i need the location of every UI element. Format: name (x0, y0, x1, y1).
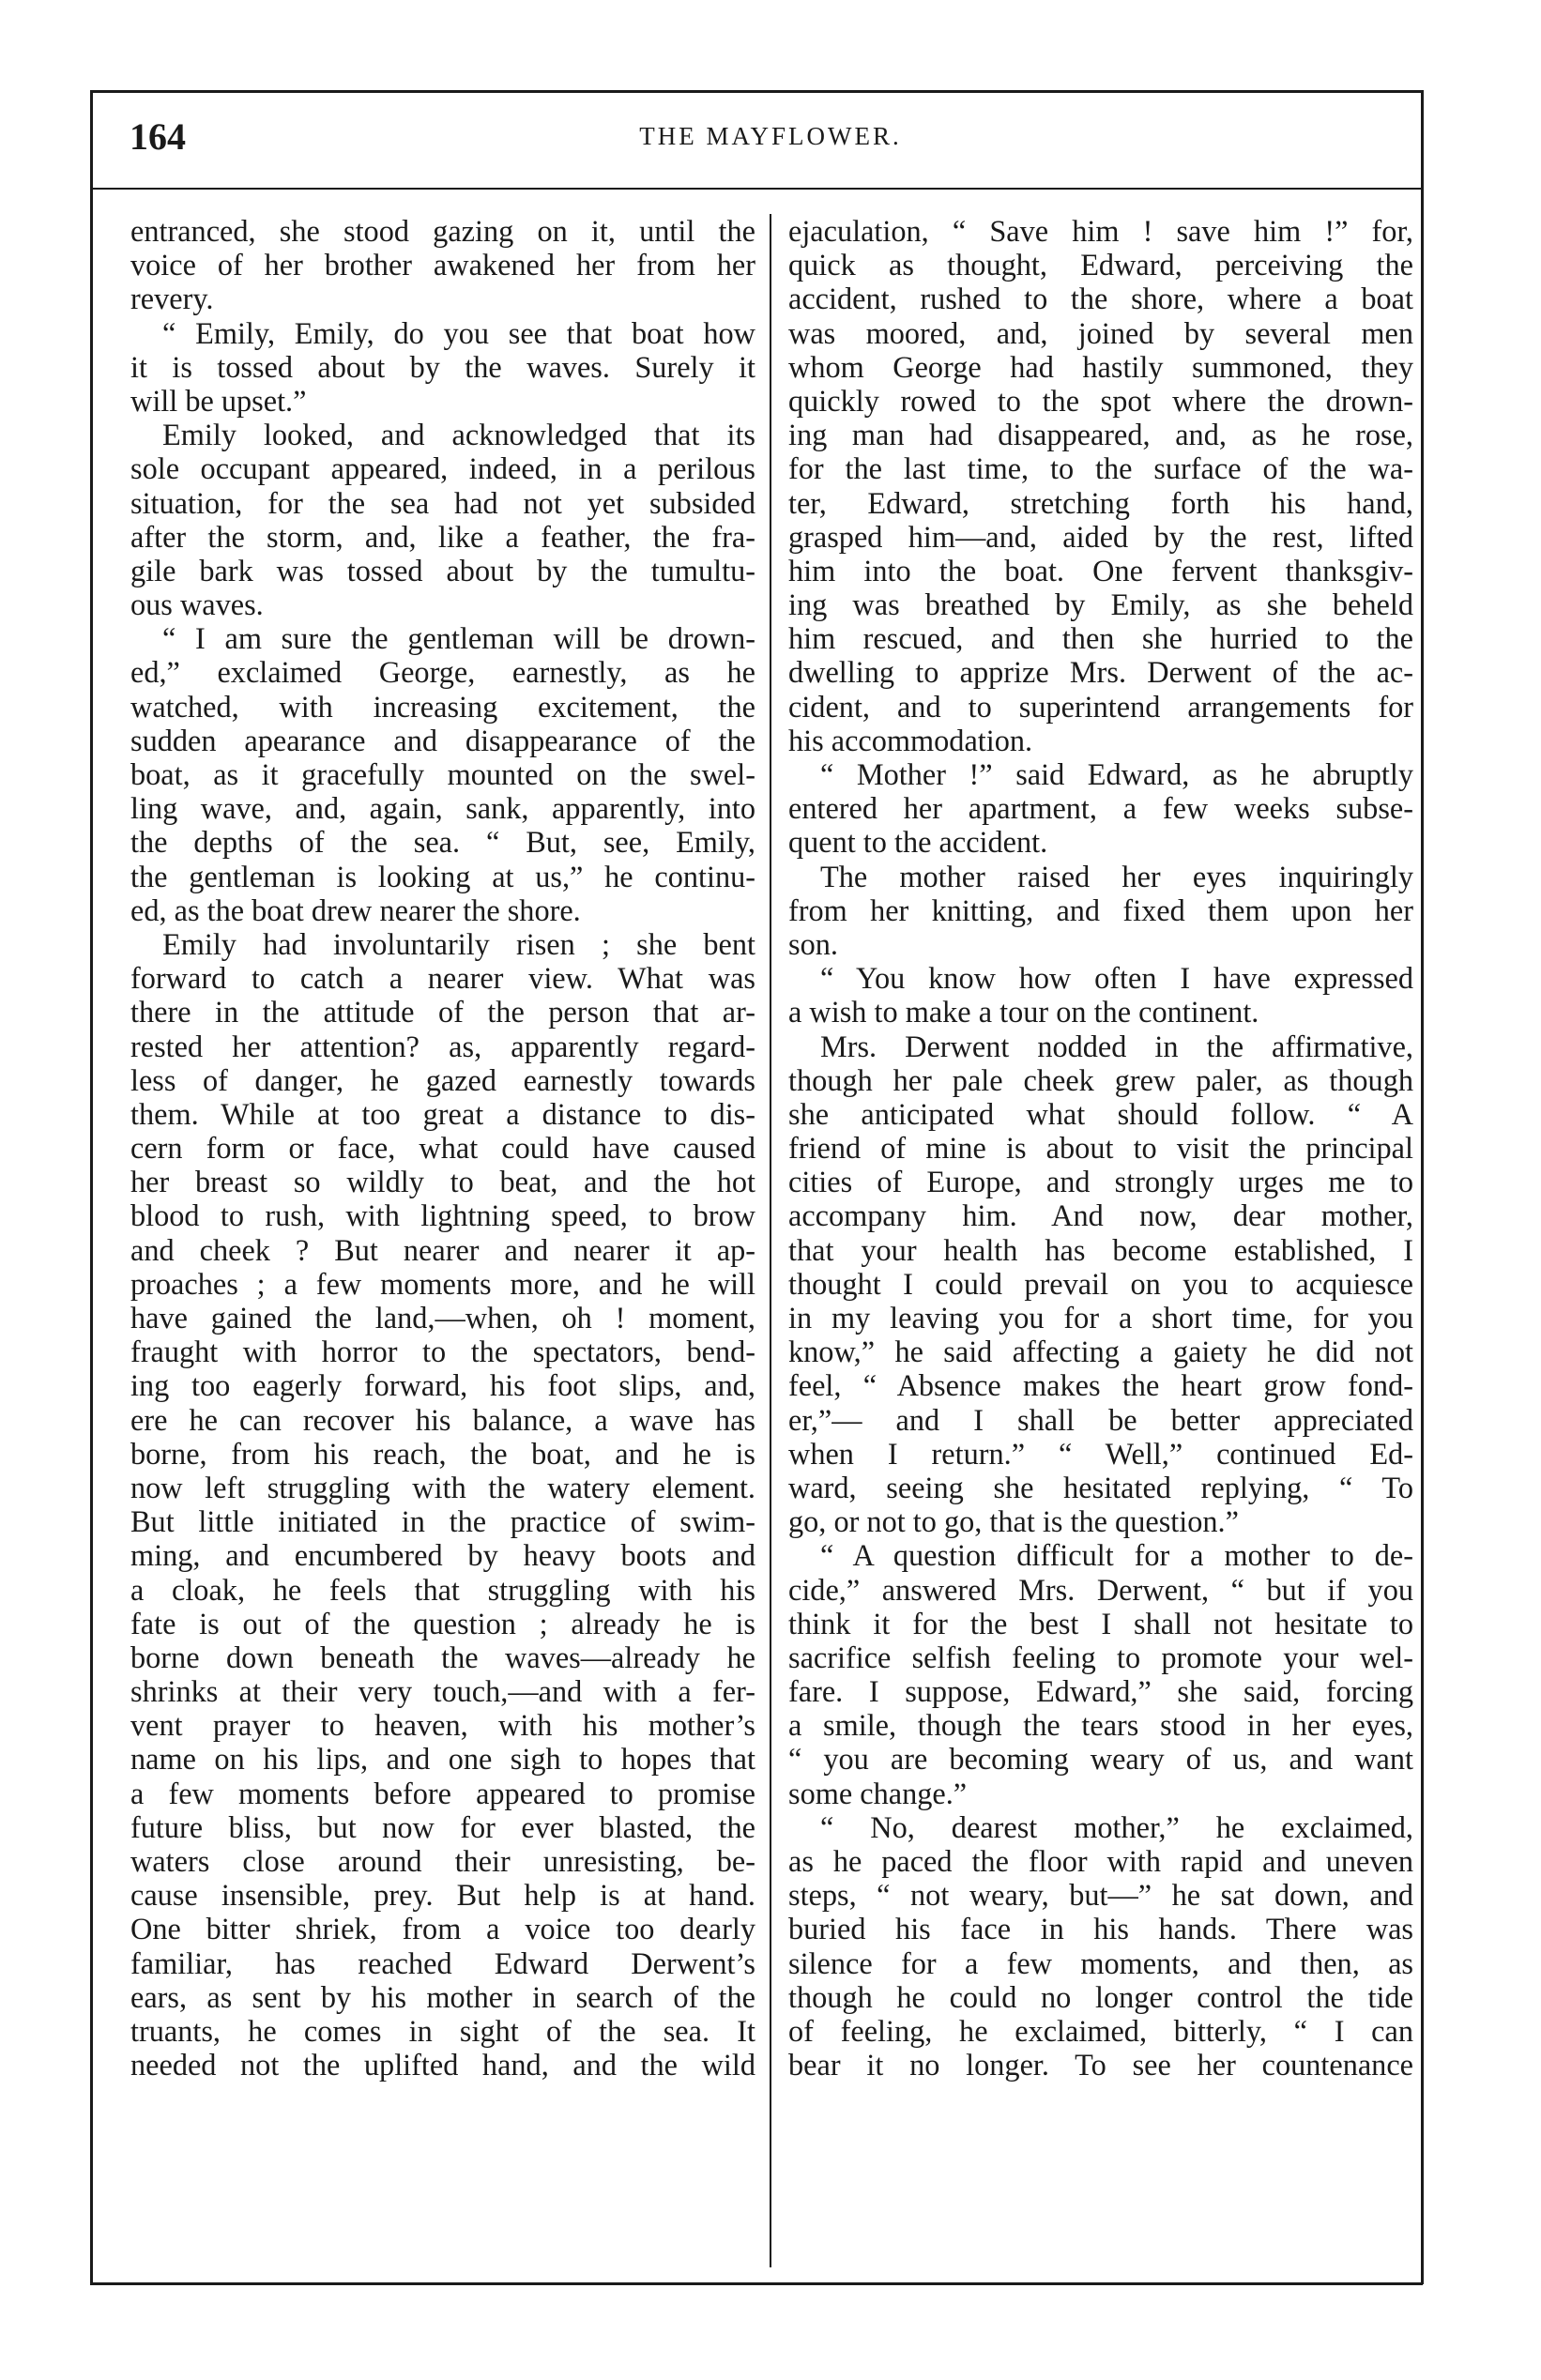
left-text-column (130, 214, 755, 2082)
text-line: sacrifice selfish feeling to promote your wel- (788, 1640, 1413, 1674)
text-line: gile bark was tossed about by the tumultu- (130, 553, 755, 587)
text-line: bear it no longer. To see her countenance (788, 2048, 1413, 2082)
text-line: a few moments before appeared to promise (130, 1776, 755, 1810)
text-line: ears, as sent by his mother in search of the (130, 1979, 755, 2014)
text-line: needed not the uplifted hand, and the wild (130, 2048, 755, 2082)
text-line: er,”— and I shall be better appreciated (788, 1402, 1413, 1437)
text-line: she anticipated what should follow. “ A (788, 1096, 1413, 1131)
text-line: borne, from his reach, the boat, and he is (130, 1436, 755, 1471)
text-line: and cheek ? But nearer and nearer it ap- (130, 1232, 755, 1267)
text-line: some change.” (788, 1776, 968, 1810)
right-border-rule (1421, 90, 1424, 2284)
text-line: “ No, dearest mother,” he exclaimed, (820, 1809, 1413, 1844)
text-line: voice of her brother awakened her from her (130, 248, 755, 282)
text-line: son. (788, 926, 838, 961)
text-line: familiar, has reached Edward Derwent’s (130, 1945, 755, 1980)
text-line: sudden apearance and disappearance of the (130, 723, 755, 757)
text-line: situation, for the sea had not yet subsided (130, 485, 755, 520)
text-line: fate is out of the question ; already he is (130, 1606, 755, 1640)
text-line: thought I could prevail on you to acquiesce (788, 1266, 1413, 1301)
text-line: though her pale cheek grew paler, as though (788, 1062, 1413, 1097)
text-line: ed, as the boat drew nearer the shore. (130, 892, 581, 927)
text-line: Emily had involuntarily risen ; she bent (162, 926, 755, 961)
text-line: truants, he comes in sight of the sea. It (130, 2013, 755, 2048)
text-line: whom George had hastily summoned, they (788, 349, 1413, 384)
text-line: ous waves. (130, 587, 264, 622)
text-line: accident, rushed to the shore, where a boat (788, 282, 1413, 316)
text-line: was moored, and, joined by several men (788, 315, 1413, 350)
text-line: feel, “ Absence makes the heart grow fond- (788, 1368, 1413, 1403)
text-line: future bliss, but now for ever blasted, the (130, 1809, 755, 1844)
text-line: vent prayer to heaven, with his mother’s (130, 1708, 755, 1743)
text-line: ed,” exclaimed George, earnestly, as he (130, 655, 755, 690)
text-line: “ you are becoming weary of us, and want (788, 1742, 1413, 1777)
text-line: quent to the accident. (788, 825, 1048, 860)
text-line: her breast so wildly to beat, and the hot (130, 1165, 755, 1199)
text-line: ere he can recover his balance, a wave has (130, 1402, 755, 1437)
text-line: revery. (130, 282, 214, 316)
text-line: ing was breathed by Emily, as she beheld (788, 587, 1413, 622)
text-line: quick as thought, Edward, perceiving the (788, 248, 1413, 282)
text-line: from her knitting, and fixed them upon her (788, 892, 1413, 927)
text-line: him rescued, and then she hurried to the (788, 621, 1413, 656)
text-line: though he could no longer control the tide (788, 1979, 1413, 2014)
text-line: in my leaving you for a short time, for you (788, 1301, 1413, 1335)
page-number: 164 (130, 115, 186, 158)
text-line: But little initiated in the practice of swim- (130, 1504, 755, 1539)
text-line: that your health has become established, I (788, 1232, 1413, 1267)
text-line: friend of mine is about to visit the principal (788, 1131, 1413, 1166)
text-line: Mrs. Derwent nodded in the affirmative, (820, 1029, 1413, 1063)
text-line: after the storm, and, like a feather, the fra- (130, 519, 755, 554)
text-line: “ A question difficult for a mother to de- (820, 1538, 1413, 1573)
text-line: now left struggling with the watery element. (130, 1470, 755, 1504)
text-line: forward to catch a nearer view. What was (130, 961, 755, 996)
text-line: ward, seeing she hesitated replying, “ To (788, 1470, 1413, 1504)
text-line: blood to rush, with lightning speed, to brow (130, 1198, 755, 1233)
running-title: THE MAYFLOWER. (639, 122, 902, 150)
text-line: One bitter shriek, from a voice too dearly (130, 1912, 755, 1946)
text-line: when I return.” “ Well,” continued Ed- (788, 1436, 1413, 1471)
text-line: quickly rowed to the spot where the drown- (788, 383, 1413, 418)
text-line: cern form or face, what could have caused (130, 1131, 755, 1166)
text-line: accompany him. And now, dear mother, (788, 1198, 1413, 1233)
text-line: cause insensible, prey. But help is at hand. (130, 1878, 755, 1913)
text-line: fraught with horror to the spectators, bend- (130, 1335, 755, 1369)
text-line: watched, with increasing excitement, the (130, 689, 755, 724)
text-line: a smile, though the tears stood in her eyes, (788, 1708, 1413, 1743)
text-line: will be upset.” (130, 383, 307, 418)
text-line: less of danger, he gazed earnestly towards (130, 1062, 755, 1097)
text-line: steps, “ not weary, but—” he sat down, and (788, 1878, 1413, 1913)
text-line: his accommodation. (788, 723, 1033, 757)
text-line: silence for a few moments, and then, as (788, 1945, 1413, 1980)
text-line: ling wave, and, again, sank, apparently, into (130, 791, 755, 826)
text-line: dwelling to apprize Mrs. Derwent of the ac- (788, 655, 1413, 690)
text-line: the depths of the sea. “ But, see, Emily, (130, 825, 755, 860)
text-line: a cloak, he feels that struggling with his (130, 1572, 755, 1607)
text-line: buried his face in his hands. There was (788, 1912, 1413, 1946)
text-line: a wish to make a tour on the continent. (788, 995, 1259, 1030)
text-line: The mother raised her eyes inquiringly (820, 859, 1413, 893)
text-line: fare. I suppose, Edward,” she said, forcing (788, 1674, 1413, 1709)
text-line: Emily looked, and acknowledged that its (162, 418, 755, 452)
text-line: think it for the best I shall not hesitate to (788, 1606, 1413, 1640)
text-line: “ Mother !” said Edward, as he abruptly (820, 757, 1413, 791)
text-line: ming, and encumbered by heavy boots and (130, 1538, 755, 1573)
text-line: know,” he said affecting a gaiety he did not (788, 1335, 1413, 1369)
text-line: boat, as it gracefully mounted on the swel- (130, 757, 755, 791)
text-line: cident, and to superintend arrangements for (788, 689, 1413, 724)
bottom-border-rule (90, 2282, 1423, 2285)
text-line: of feeling, he exclaimed, bitterly, “ I can (788, 2013, 1413, 2048)
text-line: it is tossed about by the waves. Surely it (130, 349, 755, 384)
text-line: as he paced the floor with rapid and uneven (788, 1844, 1413, 1878)
text-line: him into the boat. One fervent thanksgiv- (788, 553, 1413, 587)
text-line: go, or not to go, that is the question.” (788, 1504, 1239, 1539)
text-line: ejaculation, “ Save him ! save him !” for, (788, 214, 1413, 248)
text-line: entranced, she stood gazing on it, until the (130, 214, 755, 248)
text-line: “ You know how often I have expressed (820, 961, 1413, 996)
text-line: the gentleman is looking at us,” he continu- (130, 859, 755, 893)
text-line: grasped him—and, aided by the rest, lifted (788, 519, 1413, 554)
left-border-rule (90, 90, 93, 2284)
text-line: sole occupant appeared, indeed, in a perilous (130, 451, 755, 486)
header-divider-rule (90, 188, 1423, 190)
text-line: ing man had disappeared, and, as he rose, (788, 418, 1413, 452)
top-border-rule (90, 90, 1423, 93)
right-text-column (788, 214, 1413, 2082)
text-line: ter, Edward, stretching forth his hand, (788, 485, 1413, 520)
text-line: waters close around their unresisting, be- (130, 1844, 755, 1878)
text-line: “ I am sure the gentleman will be drown- (162, 621, 755, 656)
text-line: proaches ; a few moments more, and he will (130, 1266, 755, 1301)
text-line: there in the attitude of the person that ar- (130, 995, 755, 1030)
text-line: have gained the land,—when, oh ! moment, (130, 1301, 755, 1335)
text-line: name on his lips, and one sigh to hopes that (130, 1742, 755, 1777)
text-line: borne down beneath the waves—already he (130, 1640, 755, 1674)
text-line: “ Emily, Emily, do you see that boat how (162, 315, 755, 350)
text-line: ing too eagerly forward, his foot slips, and, (130, 1368, 755, 1403)
column-divider-rule (770, 214, 771, 2267)
text-line: cities of Europe, and strongly urges me to (788, 1165, 1413, 1199)
text-line: rested her attention? as, apparently regard- (130, 1029, 755, 1063)
text-line: cide,” answered Mrs. Derwent, “ but if you (788, 1572, 1413, 1607)
text-line: them. While at too great a distance to dis- (130, 1096, 755, 1131)
text-line: entered her apartment, a few weeks subse- (788, 791, 1413, 826)
text-line: for the last time, to the surface of the wa- (788, 451, 1413, 486)
text-line: shrinks at their very touch,—and with a fer- (130, 1674, 755, 1709)
